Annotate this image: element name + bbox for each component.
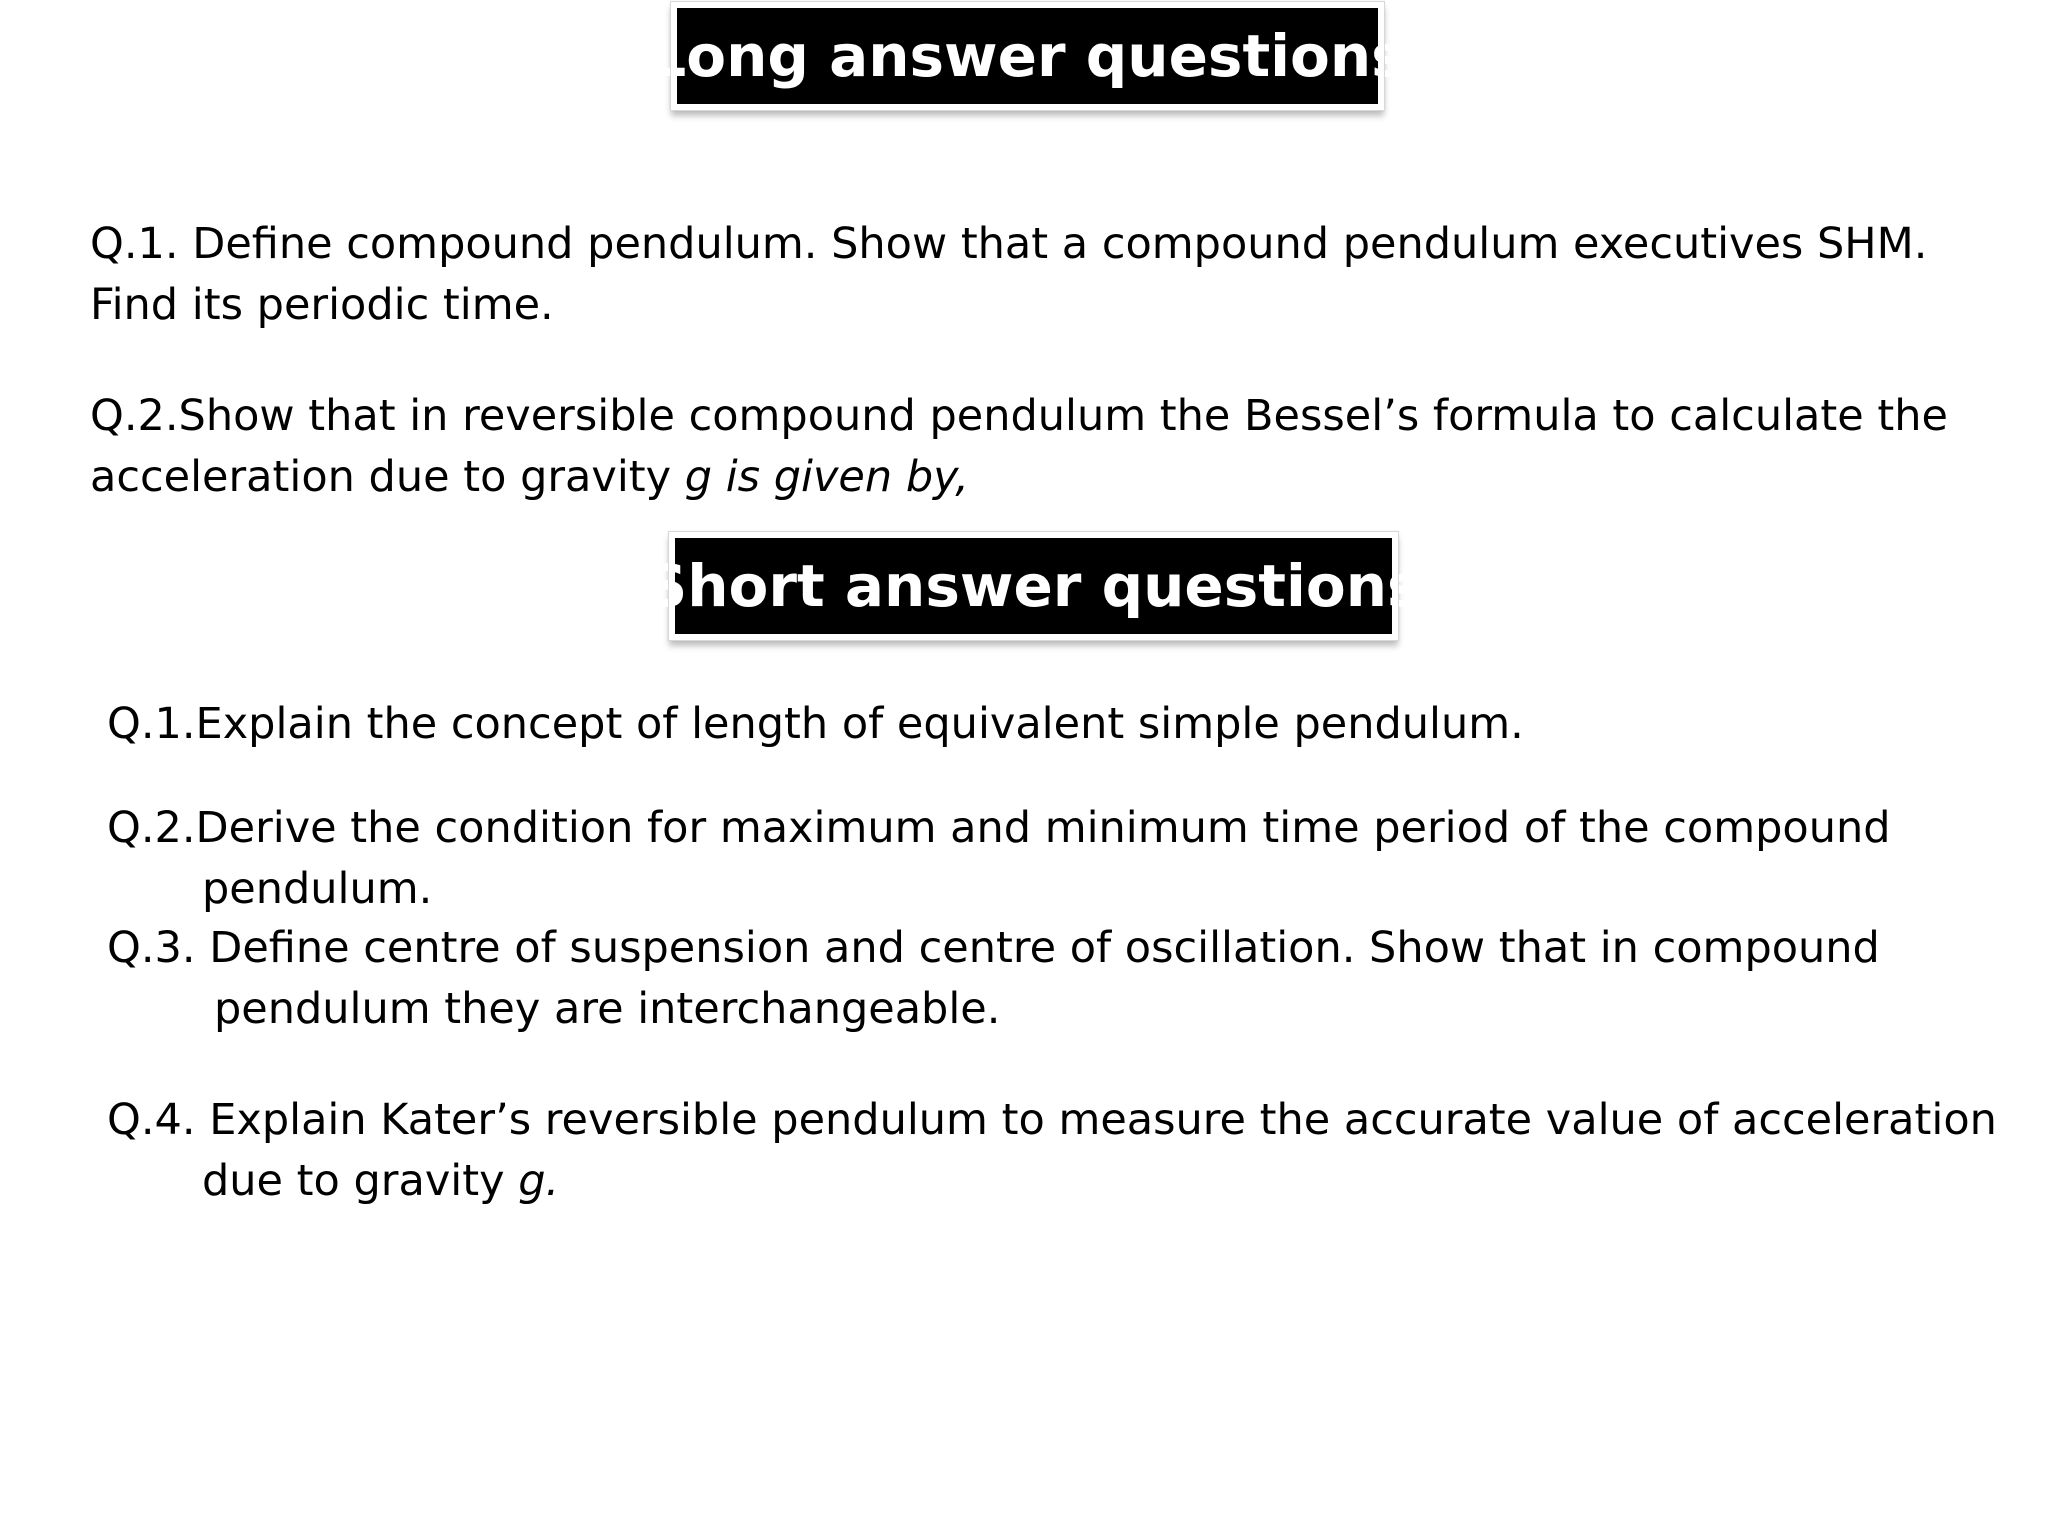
short-question-3-line-2: pendulum they are interchangeable. — [214, 984, 1001, 1034]
long-answer-heading-text: Long answer questions — [649, 22, 1406, 90]
long-question-1-line-2: Find its periodic time. — [90, 280, 554, 330]
short-question-4-line-2-text: due to gravity — [202, 1156, 519, 1206]
short-question-3-line-1: Q.3. Define centre of suspension and centre of oscillation. Show that in compound — [107, 923, 1880, 973]
short-question-2-line-2: pendulum. — [202, 864, 433, 914]
short-question-3 — [107, 918, 1880, 1040]
long-question-2-line-2-text: acceleration due to gravity — [90, 452, 685, 502]
short-question-4-line-1: Q.4. Explain Kater’s reversible pendulum to measure the accurate value of acceleration — [107, 1095, 1997, 1145]
short-question-1 — [107, 694, 1524, 755]
long-question-2-line-1: Q.2.Show that in reversible compound pendulum the Bessel’s formula to calculate the — [90, 391, 1948, 441]
short-answer-heading — [645, 532, 1422, 640]
long-question-1 — [90, 214, 1927, 336]
long-question-2-line-2-italic: g is given by, — [684, 452, 969, 502]
long-question-2-line-2 — [90, 447, 1948, 508]
long-question-1-line-1: Q.1. Define compound pendulum. Show that a compound pendulum executives SHM. — [90, 219, 1928, 269]
short-answer-heading-text: Short answer questions — [645, 552, 1422, 620]
long-question-2 — [90, 386, 1948, 508]
short-question-4 — [107, 1090, 1997, 1212]
short-question-4-line-2-italic: g. — [518, 1156, 560, 1206]
short-question-1-line-1: Q.1.Explain the concept of length of equivalent simple pendulum. — [107, 699, 1524, 749]
long-answer-heading — [649, 2, 1406, 110]
short-question-2-line-1: Q.2.Derive the condition for maximum and minimum time period of the compound — [107, 803, 1891, 853]
short-question-4-line-2 — [107, 1151, 1997, 1212]
short-question-2 — [107, 798, 1891, 920]
